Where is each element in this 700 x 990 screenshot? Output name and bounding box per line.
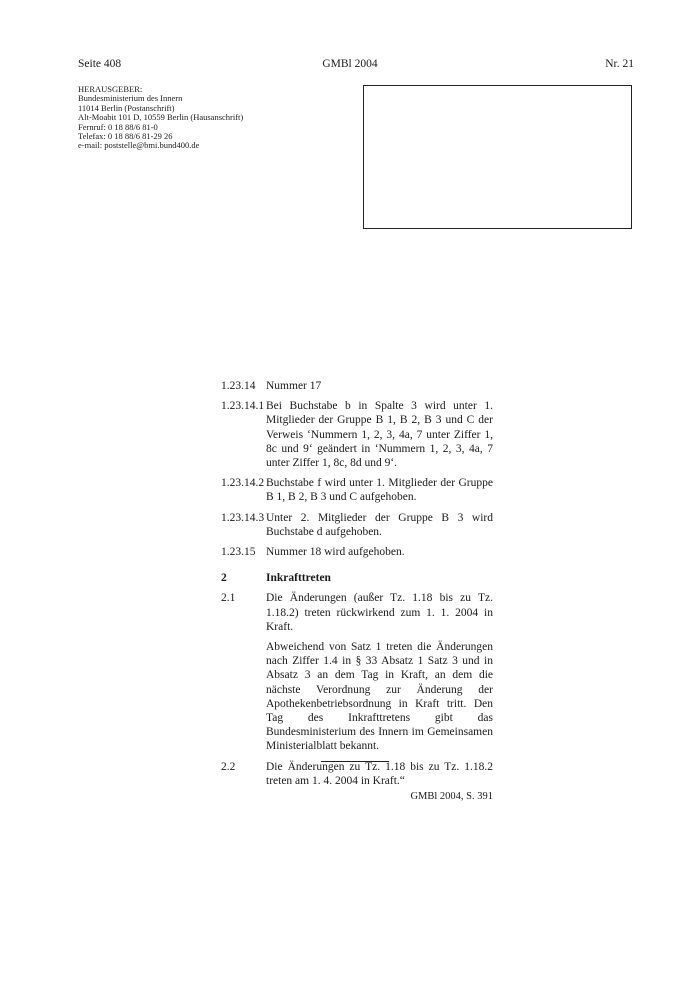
section-1-23-14-2	[221, 476, 493, 504]
section-text: Buchstabe f wird unter 1. Mitglieder der Gruppe B 1, B 2, B 3 und C aufgehoben.	[266, 477, 493, 504]
section-text: Nummer 18 wird aufgehoben.	[266, 546, 405, 559]
section-number: 2.1	[221, 592, 236, 605]
publisher-email: e-mail: poststelle@bmi.bund400.de	[78, 140, 200, 151]
publisher-postal-address: 11014 Berlin (Postanschrift)	[78, 102, 175, 113]
section-1-23-14-1	[221, 399, 493, 470]
issue-number: Nr. 21	[605, 58, 634, 70]
address-window-box	[363, 85, 632, 229]
section-text: Bei Buchstabe b in Spalte 3 wird unter 1. Mitglieder der Gruppe B 1, B 2, B 3 und C der Verweis ‘Nummern 1, 2, 3, 4a, 7 unter Ziffer 1, 8c und 9‘ geändert in ‘Nummern 1, 2, 3, 4a, 7 unter Ziffer 1, 8c, 8d und 9‘.	[266, 400, 493, 470]
section-number: 2.2	[221, 760, 236, 773]
document-body	[221, 379, 493, 804]
section-number: 2	[221, 572, 227, 585]
section-1-23-14-3	[221, 511, 493, 539]
journal-title: GMBl 2004	[322, 58, 378, 70]
publisher-ministry: Bundesministerium des Innern	[78, 93, 183, 104]
section-number: 1.23.14.2	[221, 477, 265, 490]
section-1-23-14	[221, 379, 493, 393]
section-text: Die Änderungen zu Tz. 1.18 bis zu Tz. 1.18.2 treten am 1. 4. 2004 in Kraft.“	[266, 760, 493, 787]
section-heading: Inkrafttreten	[266, 572, 331, 585]
publisher-label: HERAUSGEBER:	[78, 84, 143, 94]
section-2-1	[221, 591, 493, 634]
section-text: Die Änderungen (außer Tz. 1.18 bis zu Tz. 1.18.2) treten rückwirkend zum 1. 1. 2004 in Kraft.	[266, 592, 493, 633]
page-number: Seite 408	[78, 58, 122, 70]
section-number: 1.23.14.3	[221, 511, 265, 524]
section-number: 1.23.14	[221, 380, 256, 392]
publisher-fax: Telefax: 0 18 88/6 81-29 26	[78, 131, 173, 142]
section-2-1-continuation: Abweichend von Satz 1 treten die Änderungen nach Ziffer 1.4 in § 33 Absatz 1 Satz 3 und in Absatz 3 an dem Tag in Kraft, an dem die nächste Verordnung zur Änderung der Apothekenbetriebsordnung in Kraft tritt. Den Tag des Inkrafttretens gibt das Bundesministerium des Innern im Gemeinsamen Ministerialblatt bekannt.	[266, 641, 493, 753]
section-1-23-15	[221, 545, 493, 559]
publisher-street-address: Alt-Moabit 101 D, 10559 Berlin (Hausanschrift)	[78, 112, 244, 123]
section-heading-inkrafttreten	[221, 571, 493, 585]
source-citation: GMBl 2004, S. 391	[410, 791, 493, 803]
section-text: Nummer 17	[266, 380, 322, 392]
section-number: 1.23.15	[221, 546, 256, 559]
publisher-block	[78, 85, 328, 151]
section-2-2	[221, 760, 493, 788]
section-text: Unter 2. Mitglieder der Gruppe B 3 wird Buchstabe d aufgehoben.	[266, 511, 493, 538]
publisher-phone: Fernruf: 0 18 88/6 81-0	[78, 121, 158, 132]
section-number: 1.23.14.1	[221, 400, 265, 413]
end-divider	[321, 761, 389, 762]
